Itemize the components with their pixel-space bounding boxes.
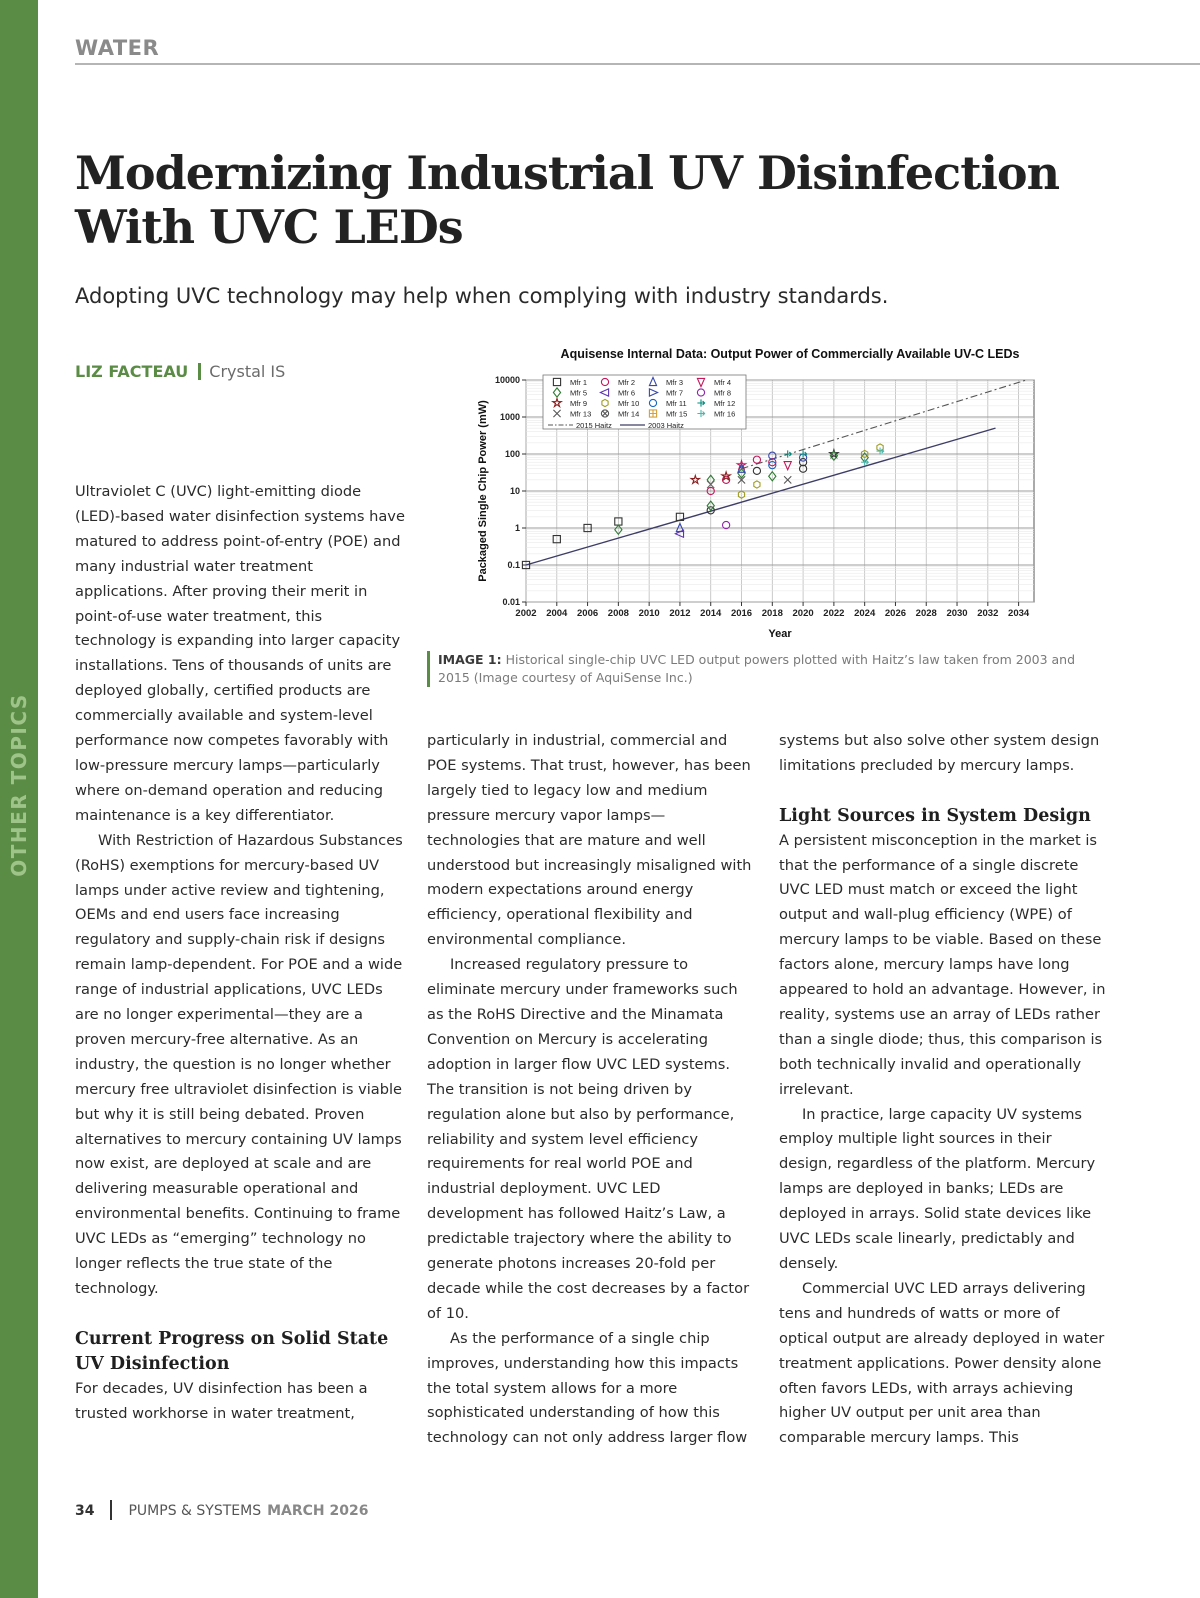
legend-label: Mfr 1: [570, 378, 588, 387]
chart-legend: [543, 375, 746, 430]
chart-title: Aquisense Internal Data: Output Power of Commercially Available UV-C LEDs: [560, 347, 1020, 361]
x-tick-label: 2022: [823, 608, 845, 619]
legend-label: Mfr 5: [570, 388, 588, 398]
paragraph: systems but also solve other system design limitations precluded by mercury lamps.: [779, 732, 1100, 774]
paragraph: In practice, large capacity UV systems employ multiple light sources in their design, regardless of the platform. Mercury lamps are deployed in banks; LEDs are deployed in arrays. Solid state devices like UVC LEDs scale linearly, predictably and densely.: [779, 1105, 1096, 1273]
legend-label: Mfr 4: [714, 378, 732, 387]
paragraph: For decades, UV disinfection has been a trusted workhorse in water treatment,: [75, 1379, 368, 1422]
spacer: [779, 779, 1109, 804]
legend-label: 2003 Haitz: [648, 421, 684, 430]
paragraph: As the performance of a single chip improves, understanding how this impacts the total system allows for a more sophisticated understanding of how this technology can not only address larger flow: [427, 1329, 748, 1447]
x-tick-label: 2034: [1008, 608, 1030, 619]
legend-label: Mfr 13: [570, 409, 592, 419]
legend-label: Mfr 2: [618, 378, 636, 387]
article-headline: [75, 146, 1075, 254]
output-power-chart: [470, 340, 1070, 645]
legend-label: Mfr 16: [714, 409, 736, 419]
paragraph: particularly in industrial, commercial and POE systems. That trust, however, has been largely tied to legacy low and medium pressure mercury vapor lamps—technologies that are mature and well understood but increasingly misaligned with modern expectations around energy efficiency, operational flexibility and environmental compliance.: [427, 732, 752, 949]
issue-date: MARCH 2026: [267, 1503, 369, 1519]
legend-label: Mfr 7: [666, 388, 684, 398]
section-rule: [75, 63, 1200, 65]
legend-label: Mfr 3: [666, 378, 684, 387]
footer-divider: [110, 1500, 112, 1520]
publication-name: PUMPS & SYSTEMS: [128, 1503, 262, 1519]
section-label: WATER: [75, 36, 160, 60]
sidebar-topic-label: OTHER TOPICS: [7, 693, 31, 877]
x-tick-label: 2012: [669, 608, 691, 619]
spacer: [75, 1302, 405, 1327]
y-tick-label: 10: [509, 486, 520, 496]
paragraph: Increased regulatory pressure to eliminate mercury under frameworks such as the RoHS Directive and the Minamata Convention on Mercury is accelerating adoption in larger flow UVC LED systems. The transition is not being driven by regulation alone but also by performance, reliability and system level efficiency requirements for real world POE and industrial deployment. UVC LED development has followed Haitz’s Law, a predictable trajectory where the ability to generate photons increases 20-fold per decade while the cost decreases by a factor of 10.: [427, 956, 750, 1322]
legend-label: Mfr 11: [666, 399, 687, 408]
legend-label: Mfr 14: [618, 409, 640, 419]
author-organization: Crystal IS: [209, 362, 286, 381]
byline-separator: [198, 363, 201, 380]
x-tick-label: 2002: [515, 608, 537, 619]
x-tick-label: 2030: [946, 608, 968, 619]
legend-label: Mfr 15: [666, 409, 688, 419]
x-tick-label: 2020: [792, 608, 814, 619]
subhead-current-progress: Current Progress on Solid State UV Disinfection: [75, 1328, 389, 1374]
author-name: LIZ FACTEAU: [75, 362, 189, 381]
x-axis-label: Year: [768, 628, 792, 640]
legend-label: Mfr 8: [714, 388, 732, 398]
caption-label: IMAGE 1:: [438, 652, 502, 667]
legend-label: Mfr 12: [714, 399, 736, 408]
paragraph: With Restriction of Hazardous Substances (RoHS) exemptions for mercury-based UV lamps under active review and tightening, OEMs and end users face increasing regulatory and supply-chain risk if designs remain lamp-dependent. For POE and a wide range of industrial applications, UVC LEDs are no longer experimental—they are a proven mercury-free alternative. As an industry, the question is no longer whether mercury free ultraviolet disinfection is viable but why it is still being debated. Proven alternatives to mercury containing UV lamps now exist, are deployed at scale and are delivering measurable operational and environmental benefits. Continuing to frame UVC LEDs as “emerging” technology no longer reflects the true state of the technology.: [75, 831, 403, 1297]
x-tick-label: 2028: [915, 608, 937, 619]
headline-line-2: With UVC LEDs: [75, 200, 463, 254]
page-footer: [75, 1500, 368, 1519]
x-tick-label: 2018: [761, 608, 783, 619]
legend-label: Mfr 6: [618, 388, 636, 398]
column-3: [779, 729, 1109, 1451]
chart-y-ticks: [495, 375, 526, 607]
y-tick-label: 0.1: [507, 560, 520, 570]
y-tick-label: 100: [504, 449, 520, 459]
legend-label: Mfr 10: [618, 399, 640, 408]
column-2: [427, 729, 757, 1451]
paragraph: Commercial UVC LED arrays delivering tens and hundreds of watts or more of optical output are already deployed in water treatment applications. Power density alone often favors LEDs, with arrays achieving higher UV output per unit area than comparable mercury lamps. This: [779, 1279, 1105, 1447]
x-tick-label: 2024: [854, 608, 876, 619]
byline: [75, 362, 285, 381]
paragraph: Ultraviolet C (UVC) light-emitting diode (LED)-based water disinfection systems have matured to address point-of-entry (POE) and many industrial water treatment applications. After proving their merit in point-of-use water treatment, this technology is expanding into larger capacity installations. Tens of thousands of units are deployed globally, certified products are commercially available and system-level performance now competes favorably with low-pressure mercury lamps—particularly where on-demand operation and reducing maintenance is a key differentiator.: [75, 483, 405, 824]
page-number: 34: [75, 1503, 95, 1519]
x-tick-label: 2004: [546, 608, 568, 619]
paragraph: A persistent misconception in the market is that the performance of a single discrete UVC LED must match or exceed the light output and wall-plug efficiency (WPE) of mercury lamps to be viable. Based on these factors alone, mercury lamps have long appeared to hold an advantage. However, in reality, systems use an array of LEDs rather than a single diode; thus, this comparison is both technically invalid and operationally irrelevant.: [779, 831, 1106, 1098]
y-axis-label: Packaged Single Chip Power (mW): [477, 400, 489, 582]
y-tick-label: 1: [514, 523, 520, 533]
y-tick-label: 10000: [494, 375, 520, 385]
y-tick-label: 0.01: [502, 597, 520, 607]
x-tick-label: 2008: [607, 608, 629, 619]
sidebar-band: [0, 0, 38, 1598]
x-tick-label: 2016: [730, 608, 753, 619]
legend-label: Mfr 9: [570, 399, 588, 408]
column-1: [75, 480, 405, 1426]
x-tick-label: 2032: [977, 608, 999, 619]
y-tick-label: 1000: [499, 412, 520, 422]
image-caption: [427, 651, 1088, 687]
caption-text: Historical single-chip UVC LED output powers plotted with Haitz’s law taken from 2003 and 2015 (Image courtesy of AquiSense Inc.): [438, 652, 1076, 685]
subhead-light-sources: Light Sources in System Design: [779, 805, 1091, 826]
headline-line-1: Modernizing Industrial UV Disinfection: [75, 146, 1060, 200]
x-tick-label: 2010: [638, 608, 660, 619]
x-tick-label: 2014: [700, 608, 722, 619]
chart-x-ticks: [515, 602, 1029, 619]
x-tick-label: 2026: [884, 608, 907, 619]
article-dek: Adopting UVC technology may help when complying with industry standards.: [75, 284, 889, 308]
x-tick-label: 2006: [577, 608, 599, 619]
legend-label: 2015 Haitz: [576, 421, 612, 430]
